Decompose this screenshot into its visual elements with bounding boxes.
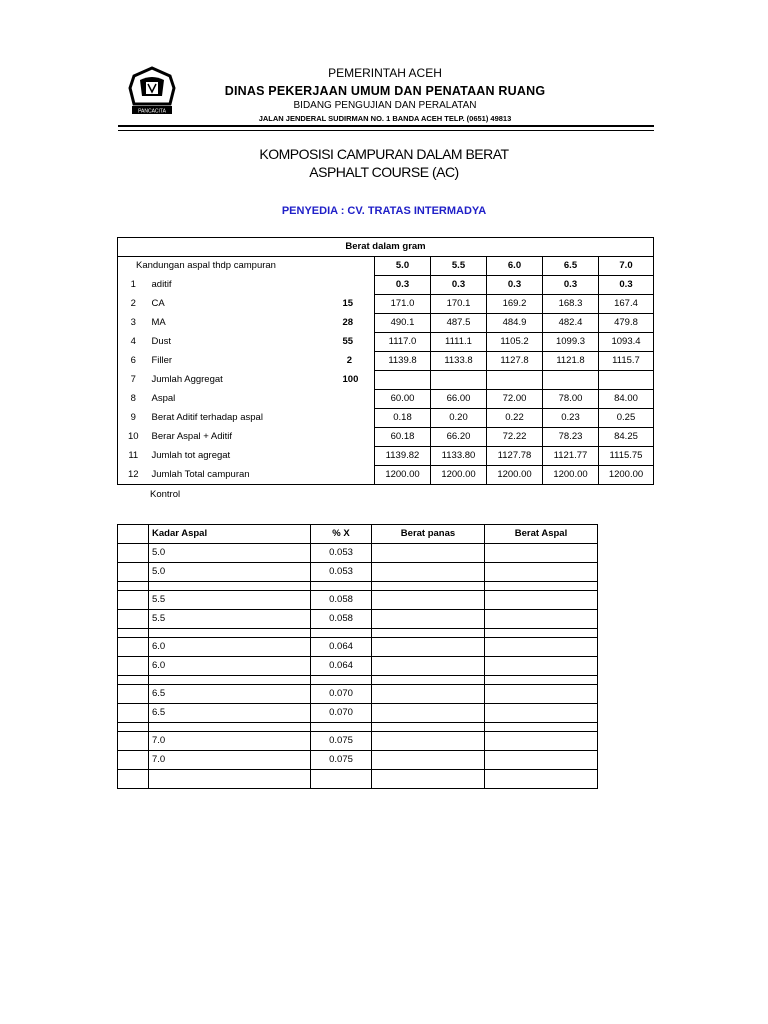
cell-value: 0.3: [543, 276, 599, 295]
percent-x-cell: 0.064: [311, 638, 372, 657]
table-caption: Berat dalam gram: [118, 238, 654, 257]
cell-value: 1200.00: [487, 466, 543, 485]
cell-value: 167.4: [599, 295, 654, 314]
row-number: 10: [127, 431, 139, 442]
empty-cell: [118, 657, 149, 676]
empty-cell: [372, 770, 485, 789]
table-row: [118, 629, 598, 638]
empty-cell: [372, 657, 485, 676]
empty-cell: [372, 732, 485, 751]
percent-x-cell: [311, 582, 372, 591]
empty-cell: [485, 770, 598, 789]
percent-x-cell: [311, 676, 372, 685]
cell-value: 1105.2: [487, 333, 543, 352]
empty-cell: [372, 676, 485, 685]
table-row: [118, 563, 598, 582]
cell-value: 1121.8: [543, 352, 599, 371]
percent-x-cell: 0.075: [311, 751, 372, 770]
table-row: [118, 751, 598, 770]
cell-value: 84.25: [599, 428, 654, 447]
empty-cell: [118, 638, 149, 657]
row-number: 6: [130, 355, 136, 366]
row-number: 9: [130, 412, 136, 423]
empty-cell: [372, 723, 485, 732]
table-row: [118, 591, 598, 610]
empty-cell: [118, 704, 149, 723]
column-header: 7.0: [599, 257, 654, 276]
row-label: Jumlah tot agregat: [151, 450, 231, 461]
kadar-aspal-cell: 6.5: [149, 685, 311, 704]
cell-value: 72.00: [487, 390, 543, 409]
column-header: Kadar Aspal: [149, 525, 311, 544]
kadar-aspal-cell: 5.0: [149, 544, 311, 563]
composition-percent: [340, 428, 375, 447]
row-number: 2: [130, 298, 136, 309]
composition-percent: [340, 409, 375, 428]
table-row: [118, 409, 654, 428]
row-label: Filler: [151, 355, 173, 366]
cell-value: 1127.8: [487, 352, 543, 371]
cell-value: 168.3: [543, 295, 599, 314]
cell-value: 1099.3: [543, 333, 599, 352]
blank-header: [118, 525, 149, 544]
cell-value: [599, 371, 654, 390]
row-header-label: Kandungan aspal thdp campuran: [136, 260, 276, 272]
empty-cell: [485, 657, 598, 676]
cell-value: 60.00: [375, 390, 431, 409]
percent-x-cell: 0.058: [311, 610, 372, 629]
empty-cell: [118, 732, 149, 751]
cell-value: 0.20: [431, 409, 487, 428]
table-row: [118, 314, 654, 333]
kadar-aspal-cell: [149, 770, 311, 789]
empty-cell: [485, 582, 598, 591]
empty-cell: [118, 563, 149, 582]
kadar-aspal-cell: [149, 582, 311, 591]
empty-cell: [372, 591, 485, 610]
cell-value: 66.00: [431, 390, 487, 409]
cell-value: [375, 371, 431, 390]
cell-value: 0.3: [431, 276, 487, 295]
empty-cell: [118, 629, 149, 638]
cell-value: 1111.1: [431, 333, 487, 352]
government-emblem-icon: [126, 66, 178, 118]
empty-cell: [372, 704, 485, 723]
row-label: Berar Aspal + Aditif: [151, 431, 233, 442]
column-header: 6.0: [487, 257, 543, 276]
empty-cell: [118, 544, 149, 563]
empty-cell: [118, 591, 149, 610]
table-row: [118, 582, 598, 591]
kadar-aspal-cell: 5.5: [149, 610, 311, 629]
kadar-aspal-cell: 5.5: [149, 591, 311, 610]
cell-value: 1115.75: [599, 447, 654, 466]
control-table: [117, 524, 598, 789]
cell-value: 1121.77: [543, 447, 599, 466]
table-caption-row: [118, 238, 654, 257]
cell-value: 78.00: [543, 390, 599, 409]
cell-value: 1200.00: [431, 466, 487, 485]
table-row: [118, 447, 654, 466]
composition-percent: 15: [342, 298, 354, 309]
row-label: Jumlah Total campuran: [151, 468, 250, 480]
kadar-aspal-cell: 5.0: [149, 563, 311, 582]
composition-percent: 100: [342, 374, 359, 385]
composition-percent: [340, 466, 375, 485]
cell-value: 0.3: [487, 276, 543, 295]
table-row: [118, 371, 654, 390]
header-rule-thin: [118, 130, 654, 131]
kadar-aspal-cell: [149, 723, 311, 732]
row-number: 7: [130, 374, 136, 385]
cell-value: 170.1: [431, 295, 487, 314]
empty-cell: [485, 732, 598, 751]
percent-x-cell: 0.053: [311, 563, 372, 582]
empty-cell: [485, 563, 598, 582]
table-header-row: [118, 525, 598, 544]
cell-value: 1200.00: [375, 466, 431, 485]
empty-cell: [485, 676, 598, 685]
table-row: [118, 333, 654, 352]
cell-value: 479.8: [599, 314, 654, 333]
cell-value: 169.2: [487, 295, 543, 314]
cell-value: [431, 371, 487, 390]
cell-value: 60.18: [375, 428, 431, 447]
row-label: aditif: [151, 279, 172, 290]
cell-value: [487, 371, 543, 390]
composition-percent: [340, 447, 375, 466]
empty-cell: [485, 751, 598, 770]
cell-value: 1200.00: [599, 466, 654, 485]
table-row: [118, 732, 598, 751]
empty-cell: [118, 610, 149, 629]
row-label: MA: [151, 317, 166, 328]
empty-cell: [372, 610, 485, 629]
cell-value: 484.9: [487, 314, 543, 333]
empty-cell: [118, 770, 149, 789]
emblem-caption: PANCACITA: [138, 108, 166, 115]
column-header: 5.5: [431, 257, 487, 276]
percent-x-cell: 0.058: [311, 591, 372, 610]
empty-cell: [118, 723, 149, 732]
empty-cell: [118, 676, 149, 685]
table-row: [118, 770, 598, 789]
empty-cell: [372, 544, 485, 563]
empty-cell: [485, 591, 598, 610]
table-row: [118, 428, 654, 447]
empty-cell: [372, 685, 485, 704]
cell-value: 171.0: [375, 295, 431, 314]
kadar-aspal-cell: 7.0: [149, 751, 311, 770]
empty-cell: [485, 704, 598, 723]
kadar-aspal-cell: 6.0: [149, 638, 311, 657]
column-header: Berat panas: [372, 525, 485, 544]
table-row: [118, 657, 598, 676]
row-label: Jumlah Aggregat: [151, 374, 223, 385]
cell-value: 1139.82: [375, 447, 431, 466]
empty-cell: [372, 563, 485, 582]
composition-percent: 28: [342, 317, 354, 328]
cell-value: 1133.80: [431, 447, 487, 466]
row-label: Berat Aditif terhadap aspal: [151, 412, 263, 423]
table-row: [118, 390, 654, 409]
empty-cell: [485, 723, 598, 732]
percent-x-cell: 0.075: [311, 732, 372, 751]
row-label: Dust: [151, 336, 172, 347]
table-row: [118, 295, 654, 314]
kadar-aspal-cell: 6.5: [149, 704, 311, 723]
row-number: 3: [130, 317, 136, 328]
cell-value: 0.23: [543, 409, 599, 428]
cell-value: 1117.0: [375, 333, 431, 352]
percent-x-cell: 0.053: [311, 544, 372, 563]
empty-cell: [485, 638, 598, 657]
table-row: [118, 544, 598, 563]
cell-value: 78.23: [543, 428, 599, 447]
percent-x-cell: 0.070: [311, 685, 372, 704]
table-row: [118, 466, 654, 485]
cell-value: 1200.00: [543, 466, 599, 485]
column-header: 5.0: [375, 257, 431, 276]
empty-cell: [372, 582, 485, 591]
column-header: Berat Aspal: [485, 525, 598, 544]
cell-value: [543, 371, 599, 390]
header-rule-thick: [118, 125, 654, 127]
kadar-aspal-cell: [149, 676, 311, 685]
table-row: [118, 723, 598, 732]
table-row: [118, 276, 654, 295]
composition-percent: 55: [342, 336, 354, 347]
row-number: 4: [130, 336, 136, 347]
document-title: KOMPOSISI CAMPURAN DALAM BERAT: [259, 146, 509, 162]
cell-value: 66.20: [431, 428, 487, 447]
empty-cell: [372, 638, 485, 657]
empty-cell: [485, 610, 598, 629]
table-row: [118, 610, 598, 629]
supplier-label: PENYEDIA : CV. TRATAS INTERMADYA: [281, 205, 487, 217]
column-header: 6.5: [543, 257, 599, 276]
empty-cell: [372, 751, 485, 770]
row-number: 11: [128, 450, 139, 461]
percent-x-cell: [311, 629, 372, 638]
cell-value: 1127.78: [487, 447, 543, 466]
header-division: BIDANG PENGUJIAN DAN PERALATAN: [293, 100, 477, 111]
percent-x-cell: [311, 723, 372, 732]
row-number: 1: [130, 279, 136, 290]
cell-value: 72.22: [487, 428, 543, 447]
composition-percent: [340, 276, 375, 295]
document-subtitle: ASPHALT COURSE (AC): [309, 164, 459, 180]
cell-value: 1115.7: [599, 352, 654, 371]
table-header-row: [118, 257, 654, 276]
row-number: 8: [130, 393, 136, 404]
composition-percent: [340, 390, 375, 409]
row-label: CA: [151, 298, 165, 309]
cell-value: 490.1: [375, 314, 431, 333]
cell-value: 0.3: [375, 276, 431, 295]
cell-value: 1139.8: [375, 352, 431, 371]
percent-x-cell: 0.070: [311, 704, 372, 723]
empty-cell: [485, 544, 598, 563]
cell-value: 0.25: [599, 409, 654, 428]
cell-value: 1133.8: [431, 352, 487, 371]
cell-value: 482.4: [543, 314, 599, 333]
kadar-aspal-cell: 7.0: [149, 732, 311, 751]
percent-x-cell: [311, 770, 372, 789]
empty-cell: [372, 629, 485, 638]
empty-cell: [118, 582, 149, 591]
table-row: [118, 352, 654, 371]
header-address: JALAN JENDERAL SUDIRMAN NO. 1 BANDA ACEH TELP. (0651) 49813: [258, 114, 512, 123]
table-row: [118, 685, 598, 704]
kontrol-label: Kontrol: [150, 489, 181, 500]
cell-value: 0.3: [599, 276, 654, 295]
empty-cell: [485, 685, 598, 704]
cell-value: 1093.4: [599, 333, 654, 352]
row-label: Aspal: [151, 393, 176, 404]
empty-cell: [118, 751, 149, 770]
composition-table: [117, 237, 654, 485]
empty-cell: [118, 685, 149, 704]
table-row: [118, 704, 598, 723]
empty-cell: [485, 629, 598, 638]
table-row: [118, 676, 598, 685]
kadar-aspal-cell: [149, 629, 311, 638]
header-agency: DINAS PEKERJAAN UMUM DAN PENATAAN RUANG: [224, 84, 546, 98]
composition-percent: 2: [346, 355, 352, 366]
cell-value: 487.5: [431, 314, 487, 333]
row-number: 12: [127, 468, 139, 480]
cell-value: 0.18: [375, 409, 431, 428]
kadar-aspal-cell: 6.0: [149, 657, 311, 676]
cell-value: 84.00: [599, 390, 654, 409]
column-header: % X: [311, 525, 372, 544]
cell-value: 0.22: [487, 409, 543, 428]
header-government: PEMERINTAH ACEH: [328, 66, 442, 80]
table-row: [118, 638, 598, 657]
percent-x-cell: 0.064: [311, 657, 372, 676]
